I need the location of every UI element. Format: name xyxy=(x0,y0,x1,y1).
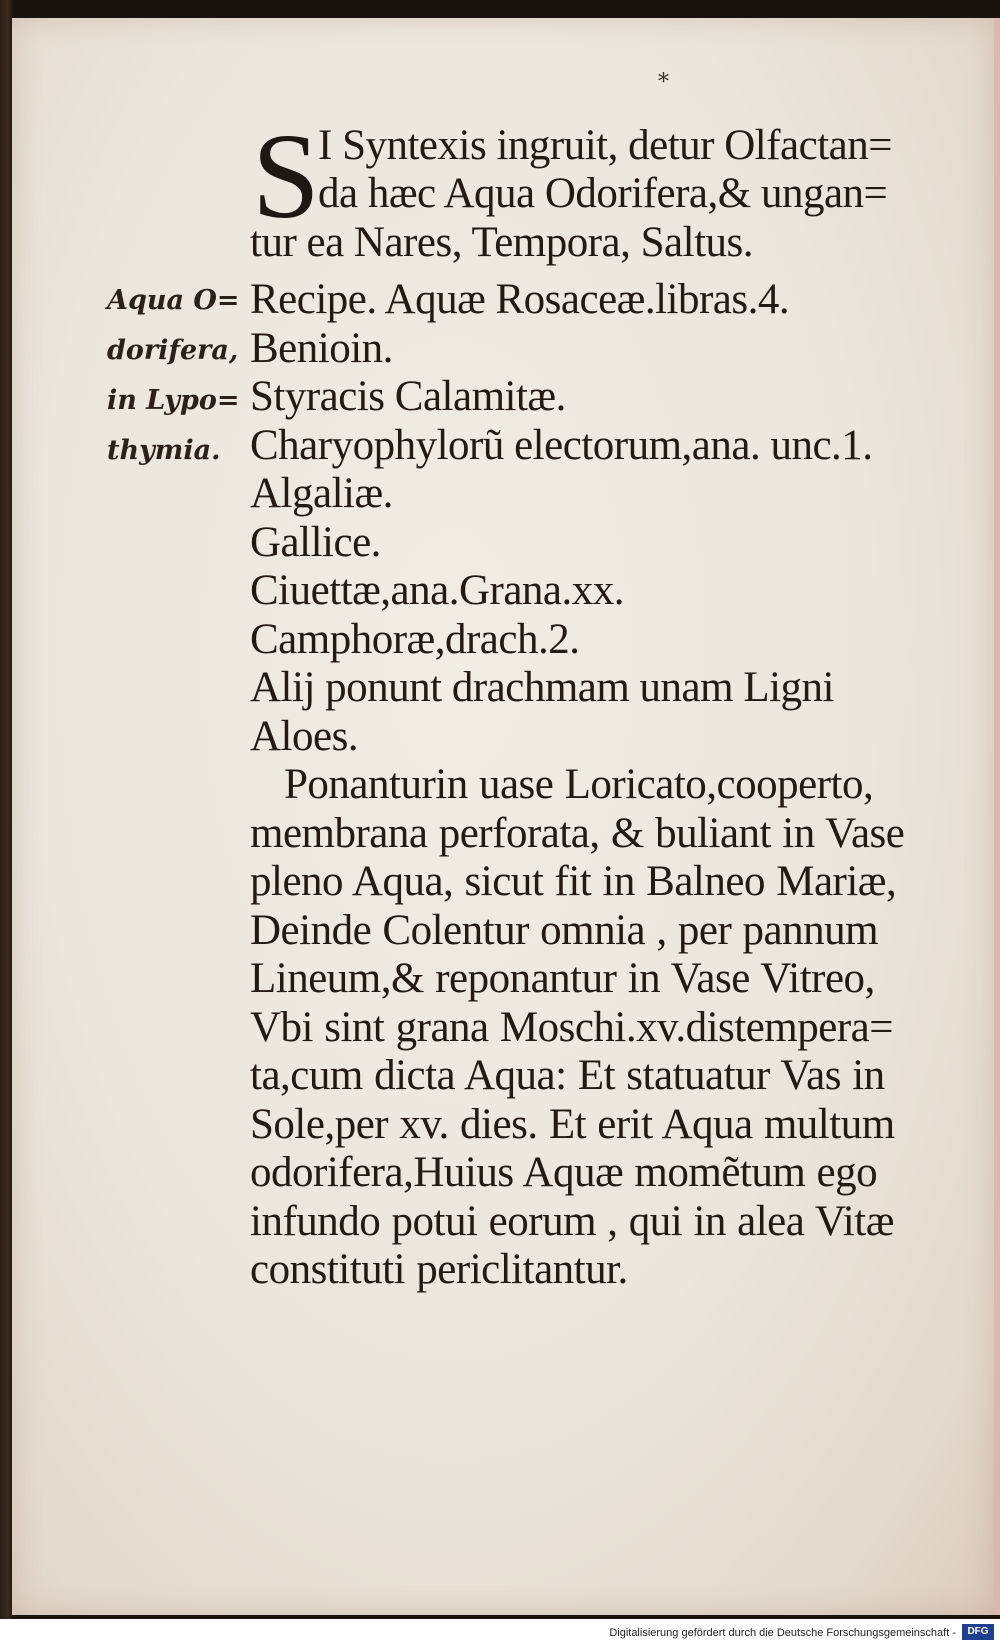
margin-note-line: dorifera, xyxy=(107,335,239,366)
recipe-line: Styracis Calamitæ. xyxy=(250,373,566,420)
text-line: tur ea Nares, Tempora, Saltus. xyxy=(250,219,754,266)
paragraph-line: Lineum,& reponantur in Vase Vitreo, xyxy=(250,955,875,1002)
recipe-line: Alij ponunt drachmam unam Ligni xyxy=(250,664,835,711)
paragraph-line: Deinde Colentur omnia , per pannum xyxy=(250,906,879,954)
recipe-line: Algaliæ. xyxy=(250,470,393,517)
paragraph-line: ta,cum dicta Aqua: Et statuatur Vas in xyxy=(250,1052,885,1099)
instruction-paragraph xyxy=(250,761,995,1295)
recipe-line: Aloes. xyxy=(250,712,359,760)
paragraph-line: pleno Aqua, sicut fit in Balneo Mariæ, xyxy=(250,858,897,905)
recipe-list xyxy=(250,276,995,761)
paragraph-line: Sole,per xv. dies. Et erit Aqua multum xyxy=(250,1100,895,1148)
book-page xyxy=(12,18,1000,1615)
paragraph-line: Ponanturin uase Loricato,cooperto, xyxy=(284,761,874,808)
paragraph-line: infundo potui eorum , qui in alea Vitæ xyxy=(250,1197,894,1245)
text-line: da hæc Aqua Odorifera,& ungan= xyxy=(318,170,888,217)
recipe-line: Ciuettæ,ana.Grana.xx. xyxy=(250,567,625,614)
funding-footer xyxy=(0,1619,1000,1643)
marginal-note xyxy=(107,276,247,476)
top-mark: * xyxy=(658,70,669,95)
drop-cap: S xyxy=(252,109,320,244)
margin-note-line: thymia. xyxy=(107,435,221,466)
recipe-line: Gallice. xyxy=(250,518,381,566)
recipe-line: Recipe. Aquæ Rosaceæ.libras.4. xyxy=(250,276,790,323)
text-line: I Syntexis ingruit, detur Olfactan= xyxy=(318,122,892,169)
body-text xyxy=(250,109,995,1295)
paragraph-line: constituti periclitantur. xyxy=(250,1246,628,1293)
margin-note-line: Aqua O= xyxy=(107,285,240,316)
recipe-line: Charyophylorũ electorum,ana. unc.1. xyxy=(250,421,873,469)
funding-credit: Digitalisierung gefördert durch die Deutsche Forschungsgemeinschaft - xyxy=(609,1627,956,1639)
opening-block xyxy=(250,109,995,268)
paragraph-line: membrana perforata, & buliant in Vase xyxy=(250,809,905,857)
margin-note-line: in Lypo= xyxy=(107,385,240,416)
recipe-line: Camphoræ,drach.2. xyxy=(250,615,580,663)
paragraph-line: Vbi sint grana Moschi.xv.distempera= xyxy=(250,1003,893,1051)
recipe-line: Benioin. xyxy=(250,324,393,372)
dfg-logo-icon: DFG xyxy=(962,1624,994,1640)
paragraph-line: odorifera,Huius Aquæ momẽtum ego xyxy=(250,1149,878,1196)
